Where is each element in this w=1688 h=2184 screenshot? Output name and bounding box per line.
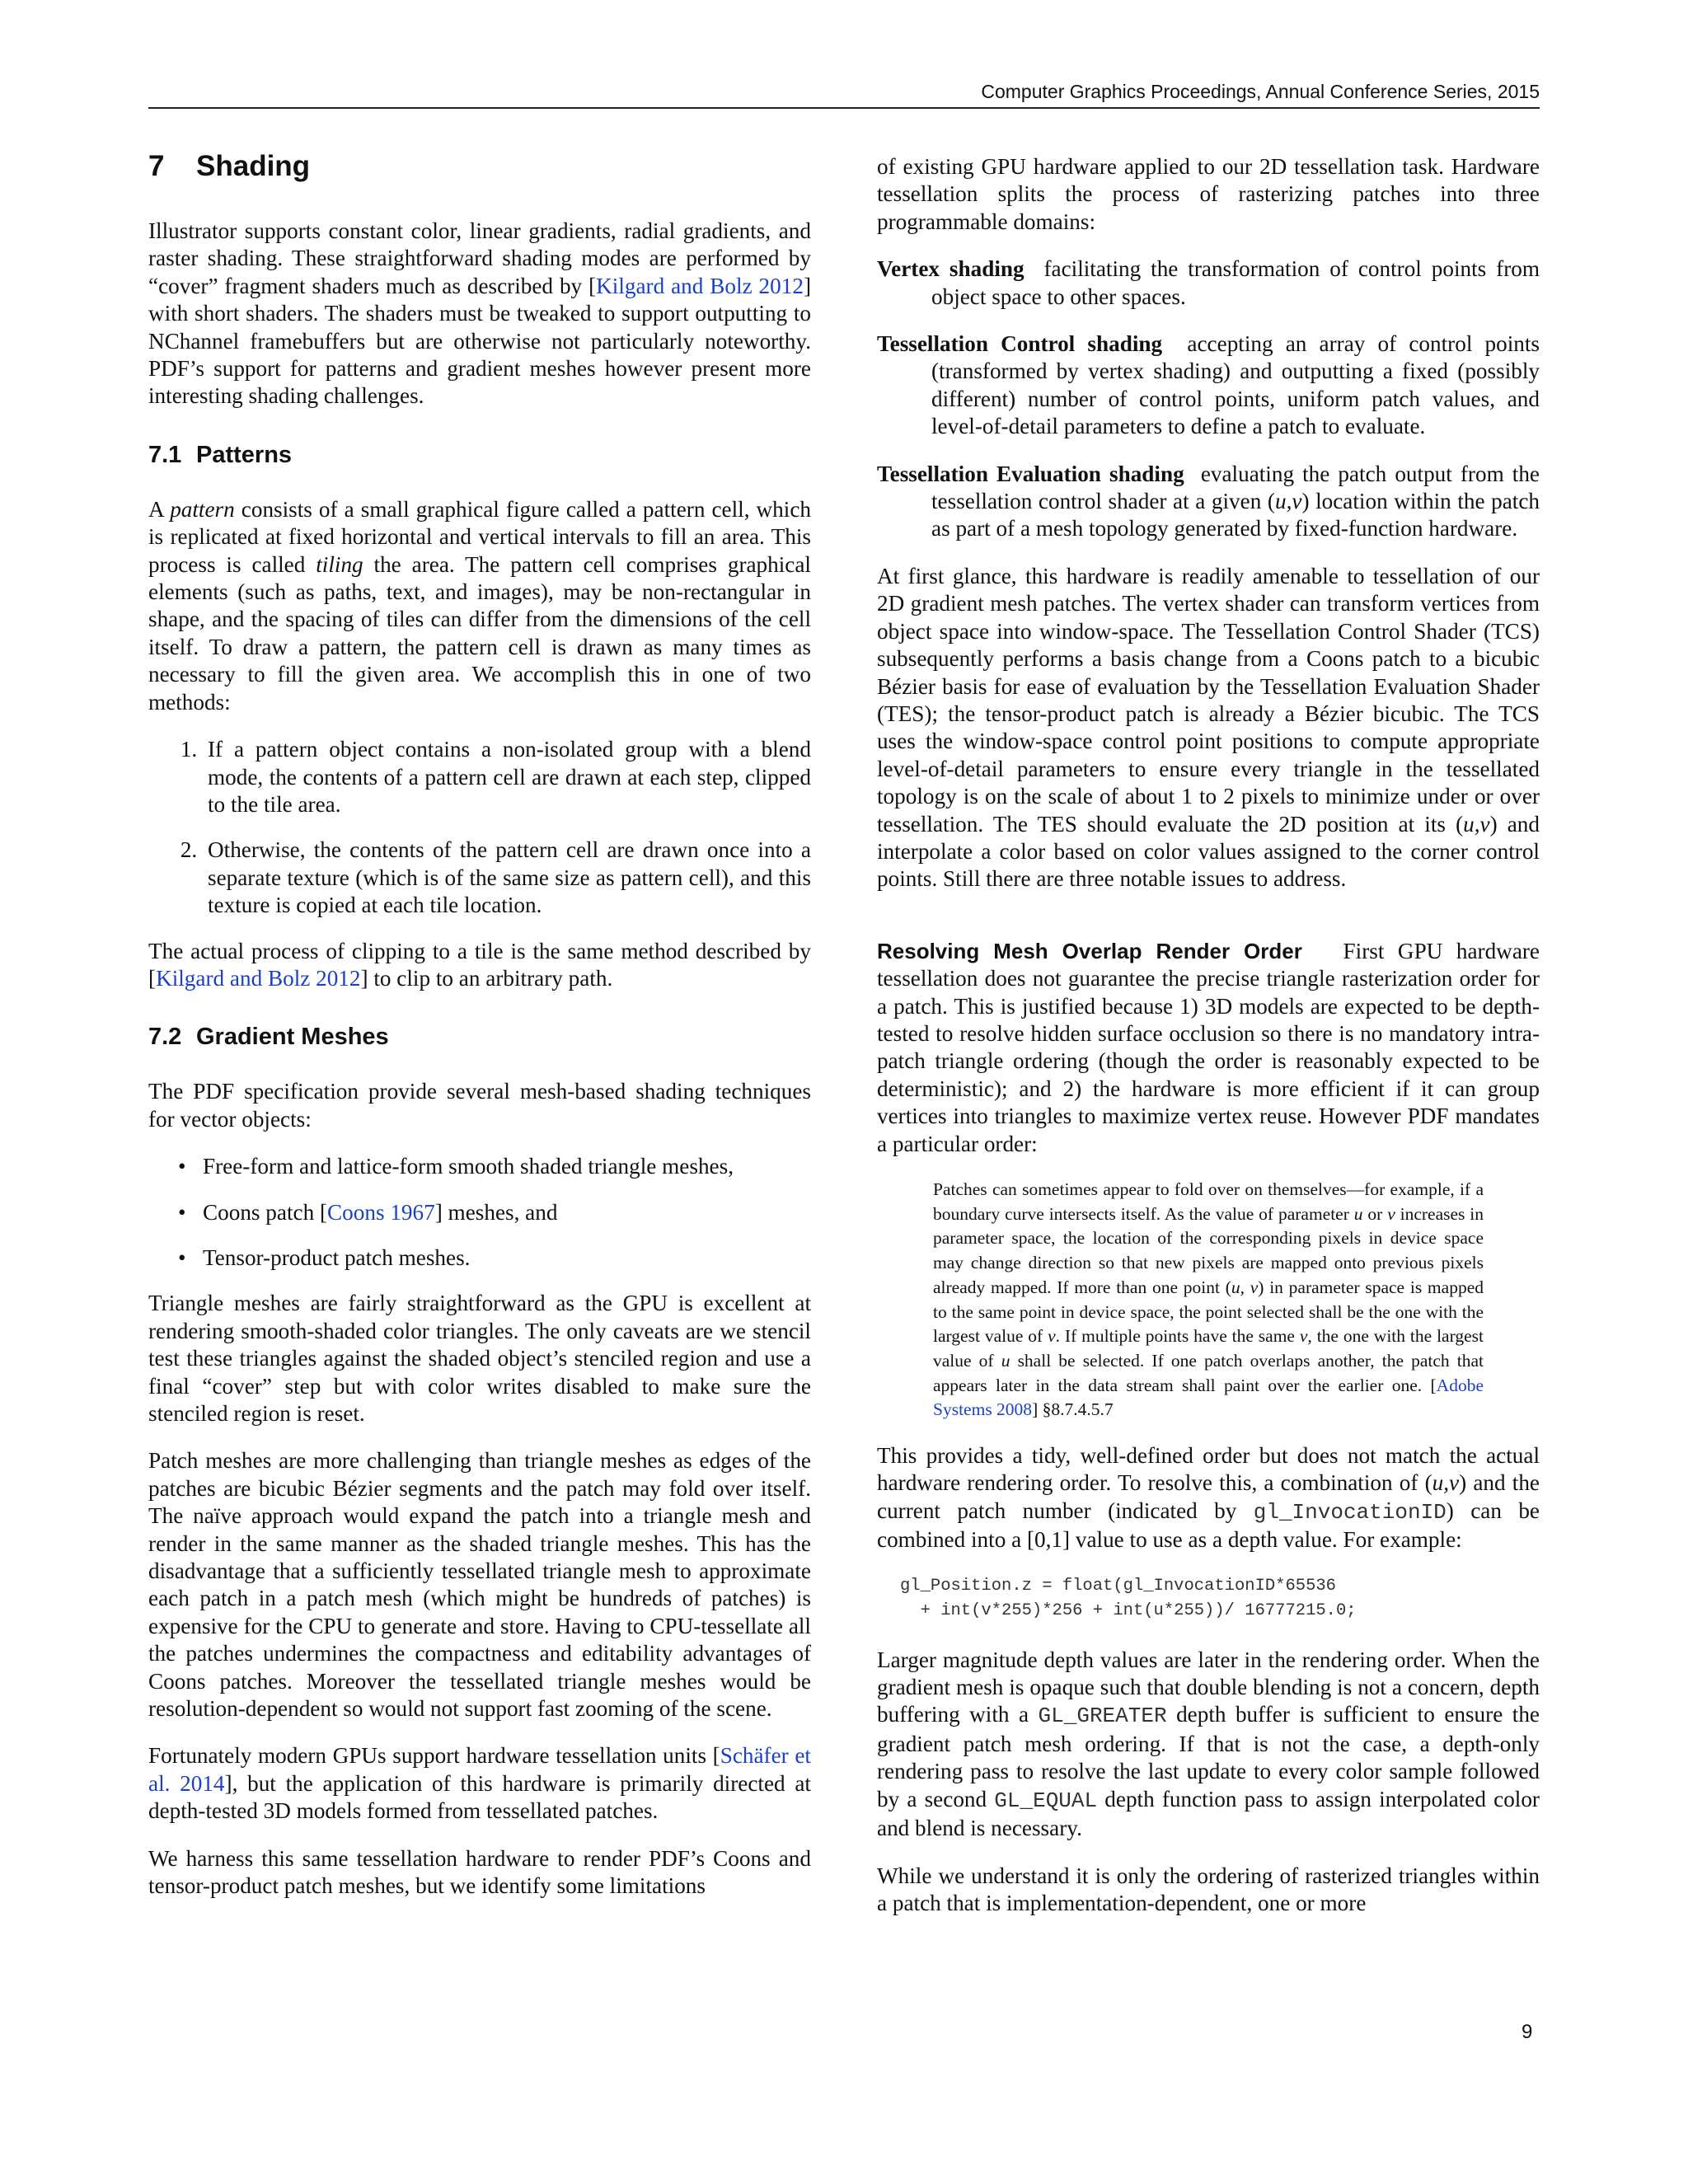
paragraph-heading: Resolving Mesh Overlap Render Order [877, 938, 1302, 963]
section-7-1-heading: 7.1 Patterns [148, 441, 293, 468]
list-item: • Tensor-product patch meshes. [203, 1244, 811, 1272]
citation-link[interactable]: Kilgard and Bolz 2012 [156, 965, 361, 991]
first-glance-paragraph: At first glance, this hardware is readily amenable to tessellation of our 2D gradient mesh patches. The vertex shader can transform vertices from object space into window-space. The Tessellation Control Shader (TCS) subsequently performs a basis change from a Coons patch to a bicubic Bézier basis for ease of evaluation by the Tessellation Evaluation Shader (TES); the tensor-product patch is already a Bézier bicubic. The TCS uses the window-space control point positions to compute appropriate level-of-detail parameters to ensure every triangle in the tessellated topology is on the scale of about 1 to 2 pixels to minimize under or over tessellation. The TES should evaluate the 2D position at its (u,v) and interpolate a color based on color values assigned to the corner control points. Still there are three notable issues to address. [877, 563, 1540, 892]
triangle-meshes-paragraph: Triangle meshes are fairly straightforward as the GPU is excellent at rendering smooth-shaded color triangles. The only caveats are we stencil test these triangles against the shaded object’s stenciled region and use a final “cover” step but with color writes disabled to make sure the stenciled region is reset. [148, 1291, 811, 1426]
page-number: 9 [1522, 2021, 1533, 2043]
header-title: Computer Graphics Proceedings, Annual Conference Series, 2015 [981, 81, 1540, 102]
list-item: • Free-form and lattice-form smooth shaded triangle meshes, [203, 1153, 811, 1180]
clipping-paragraph: The actual process of clipping to a tile is the same method described by [Kilgard and Bolz 2012] to clip to an arbitrary path. [148, 938, 811, 991]
tessellation-units-paragraph: Fortunately modern GPUs support hardware tessellation units [Schäfer et al. 2014], but the application of this hardware is primarily directed at depth-tested 3D models formed from tessellated patches. [148, 1743, 811, 1824]
continuation-paragraph: of existing GPU hardware applied to our 2D tessellation task. Hardware tessellation splits the process of rasterizing patches into three programmable domains: [877, 154, 1540, 234]
pdf-spec-quote: Patches can sometimes appear to fold over on themselves—for example, if a boundary curve intersects itself. As the value of parameter u or v increases in parameter space, the location of the corresponding pixels in device space may change direction so that new pixels are mapped onto previous pixels already mapped. If more than one point (u, v) in parameter space is mapped to the same point in device space, the point selected shall be the one with the largest value of v. If multiple points have the same v, the one with the largest value of u shall be selected. If one patch overlaps another, the patch that appears later in the data stream shall paint over the earlier one. [Adobe Systems 2008] §8.7.4.5.7 [933, 1179, 1484, 1420]
depth-buffer-paragraph: Larger magnitude depth values are later in the rendering order. When the gradient mesh is opaque such that double blending is not a concern, depth buffering with a GL_GREATER depth buffer is sufficient to ensure the gradient patch mesh ordering. If that is not the case, a depth-only rendering pass to resolve the last update to every color sample followed by a second GL_EQUAL depth function pass to assign interpolated color and blend is necessary. [877, 1647, 1540, 1841]
closing-paragraph: While we understand it is only the ordering of rasterized triangles within a patch that is implementation-dependent, one or more [877, 1863, 1540, 1915]
section-7-2-heading: 7.2 Gradient Meshes [148, 1024, 389, 1051]
citation-link[interactable]: Coons 1967 [327, 1199, 435, 1225]
patch-meshes-paragraph: Patch meshes are more challenging than triangle meshes as edges of the patches are bicubic Bézier segments and the patch may fold over itself. The naïve approach would expand the patch into a triangle mesh and render in the same manner as the shaded triangle meshes. This has the disadvantage that a sufficiently tessellated triangle mesh to approximate each patch in a patch mesh (which might be hundreds of patches) is expensive for the CPU to generate and store. Having to CPU-tessellate all the patches undermines the compactness and editability advantages of Coons patches. Moreover the tessellated triangle meshes would be resolution-dependent so would not support fast zooming of the scene. [148, 1448, 811, 1722]
running-header [148, 79, 1540, 109]
left-column [148, 148, 811, 1920]
pattern-methods-list [148, 736, 811, 919]
citation-link[interactable]: Schäfer et al. 2014 [148, 1743, 811, 1796]
code-snippet: gl_Position.z = float(gl_InvocationID*65536 + int(v*255)*256 + int(u*255))/ 16777215.0; [900, 1576, 1357, 1620]
harness-paragraph: We harness this same tessellation hardware to render PDF’s Coons and tensor-product patch meshes, but we identify some limitations [148, 1845, 811, 1899]
list-item: 2. Otherwise, the contents of the pattern cell are drawn once into a separate texture (which is of the same size as pattern cell), and this texture is copied at each tile location. [203, 837, 811, 919]
patterns-paragraph: A pattern consists of a small graphical figure called a pattern cell, which is replicated at fixed horizontal and vertical intervals to fill an area. This process is called tiling the area. The pattern cell comprises graphical elements (such as paths, text, and images), may be non-rectangular in shape, and the spacing of tiles can differ from the dimensions of the cell itself. To draw a pattern, the pattern cell is drawn as many times as necessary to fill the given area. We accomplish this in one of two methods: [148, 496, 811, 715]
definition-tessellation-control: Tessellation Control shading accepting an array of control points (transformed by vertex shading) and outputting a fixed (possibly different) number of control points, uniform patch values, and level-of-detail parameters to define a patch to evaluate. [877, 331, 1540, 439]
depth-value-paragraph: This provides a tidy, well-defined order but does not match the actual hardware rendering order. To resolve this, a combination of (u,v) and the current patch number (indicated by gl_InvocationID) can be combined into a [0,1] value to use as a depth value. For example: [877, 1443, 1540, 1553]
render-order-paragraph: Resolving Mesh Overlap Render Order First GPU hardware tessellation does not guarantee the precise triangle rasterization order for a patch. This is justified because 1) 3D models are expected to be depth-tested to resolve hidden surface occlusion so there is no mandatory intra-patch triangle ordering (though the order is reasonably expected to be deterministic); and 2) the hardware is more efficient if it can group vertices into triangles to maximize vertex reuse. However PDF mandates a particular order: [877, 938, 1540, 1156]
section-7-paragraph: Illustrator supports constant color, linear gradients, radial gradients, and raster shading. These straightforward shading modes are performed by “cover” fragment shaders much as described by [Kilgard and Bolz 2012] with short shaders. The shaders must be tweaked to support outputting to NChannel framebuffers but are otherwise not particularly noteworthy. PDF’s support for patterns and gradient meshes however present more interesting shading challenges. [148, 218, 811, 409]
right-column [877, 153, 1540, 1937]
list-item: • Coons patch [Coons 1967] meshes, and [203, 1199, 811, 1226]
citation-link[interactable]: Kilgard and Bolz 2012 [596, 273, 804, 298]
definition-tessellation-evaluation: Tessellation Evaluation shading evaluating the patch output from the tessellation control shader at a given (u,v) location within the patch as part of a mesh topology generated by fixed-function hardware. [877, 461, 1540, 541]
mesh-types-list [148, 1153, 811, 1272]
citation-link[interactable]: Adobe Systems 2008 [933, 1375, 1484, 1420]
definition-vertex-shading: Vertex shading facilitating the transformation of control points from object space to other spaces. [877, 256, 1540, 309]
list-item: 1. If a pattern object contains a non-isolated group with a blend mode, the contents of a pattern cell are drawn at each step, clipped to the tile area. [203, 736, 811, 818]
gradient-intro-paragraph: The PDF specification provide several mesh-based shading techniques for vector objects: [148, 1079, 811, 1132]
section-7-heading: 7 Shading [148, 150, 311, 182]
